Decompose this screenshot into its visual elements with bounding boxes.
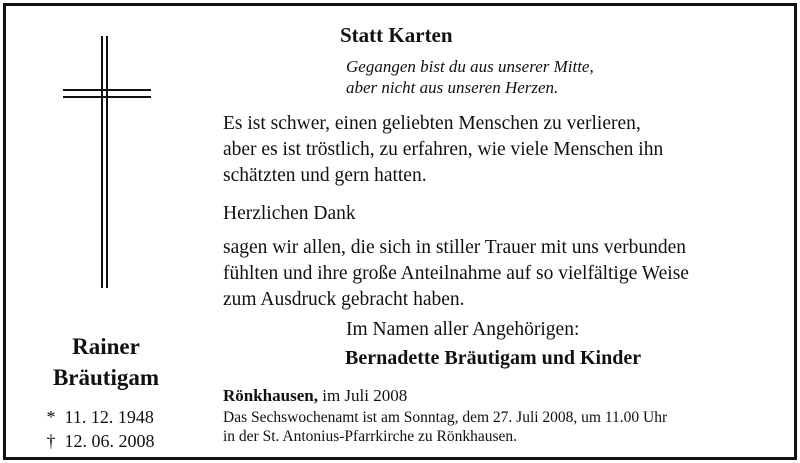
- on-behalf-line: Im Namen aller Angehörigen:: [346, 319, 580, 340]
- quote-line: aber nicht aus unseren Herzen.: [346, 78, 559, 97]
- deceased-last-name: Bräutigam: [52, 365, 160, 390]
- paragraph-line: zum Ausdruck gebracht haben.: [223, 289, 465, 310]
- place-name: Rönkhausen,: [223, 386, 318, 405]
- cross-vertical-bar: [106, 36, 108, 288]
- paragraph-line: Es ist schwer, einen geliebten Menschen zu verlieren,: [223, 113, 641, 134]
- paragraph-line: aber es ist tröstlich, zu erfahren, wie viele Menschen ihn: [223, 139, 664, 160]
- mass-info-line: in der St. Antonius-Pfarrkirche zu Rönkhausen.: [223, 428, 518, 445]
- death-date-line: [42, 430, 192, 452]
- birth-date: 11. 12. 1948: [64, 407, 154, 427]
- paragraph-line: schätzten und gern hatten.: [223, 165, 427, 186]
- signatories: Bernadette Bräutigam und Kinder: [345, 347, 642, 369]
- place-date-line: [223, 386, 407, 406]
- heading: Statt Karten: [340, 23, 453, 47]
- death-dagger-icon: †: [46, 431, 56, 451]
- birth-star-icon: *: [46, 407, 56, 427]
- thanks-heading: Herzlichen Dank: [223, 203, 356, 224]
- birth-date-line: [42, 406, 192, 428]
- death-date: 12. 06. 2008: [64, 431, 155, 451]
- quote-line: Gegangen bist du aus unserer Mitte,: [346, 57, 594, 76]
- cross-vertical-bar: [101, 36, 103, 288]
- obituary-card: [3, 3, 797, 460]
- deceased-first-name: Rainer: [72, 334, 140, 359]
- mass-info-line: Das Sechswochenamt ist am Sonntag, dem 27. Juli 2008, um 11.00 Uhr: [223, 409, 668, 426]
- date-text: im Juli 2008: [317, 386, 408, 405]
- cross-horizontal-bar: [63, 89, 151, 91]
- paragraph-line: fühlten und ihre große Anteilnahme auf so vielfältige Weise: [223, 263, 689, 284]
- cross-horizontal-bar: [63, 96, 151, 98]
- paragraph-line: sagen wir allen, die sich in stiller Trauer mit uns verbunden: [223, 237, 687, 258]
